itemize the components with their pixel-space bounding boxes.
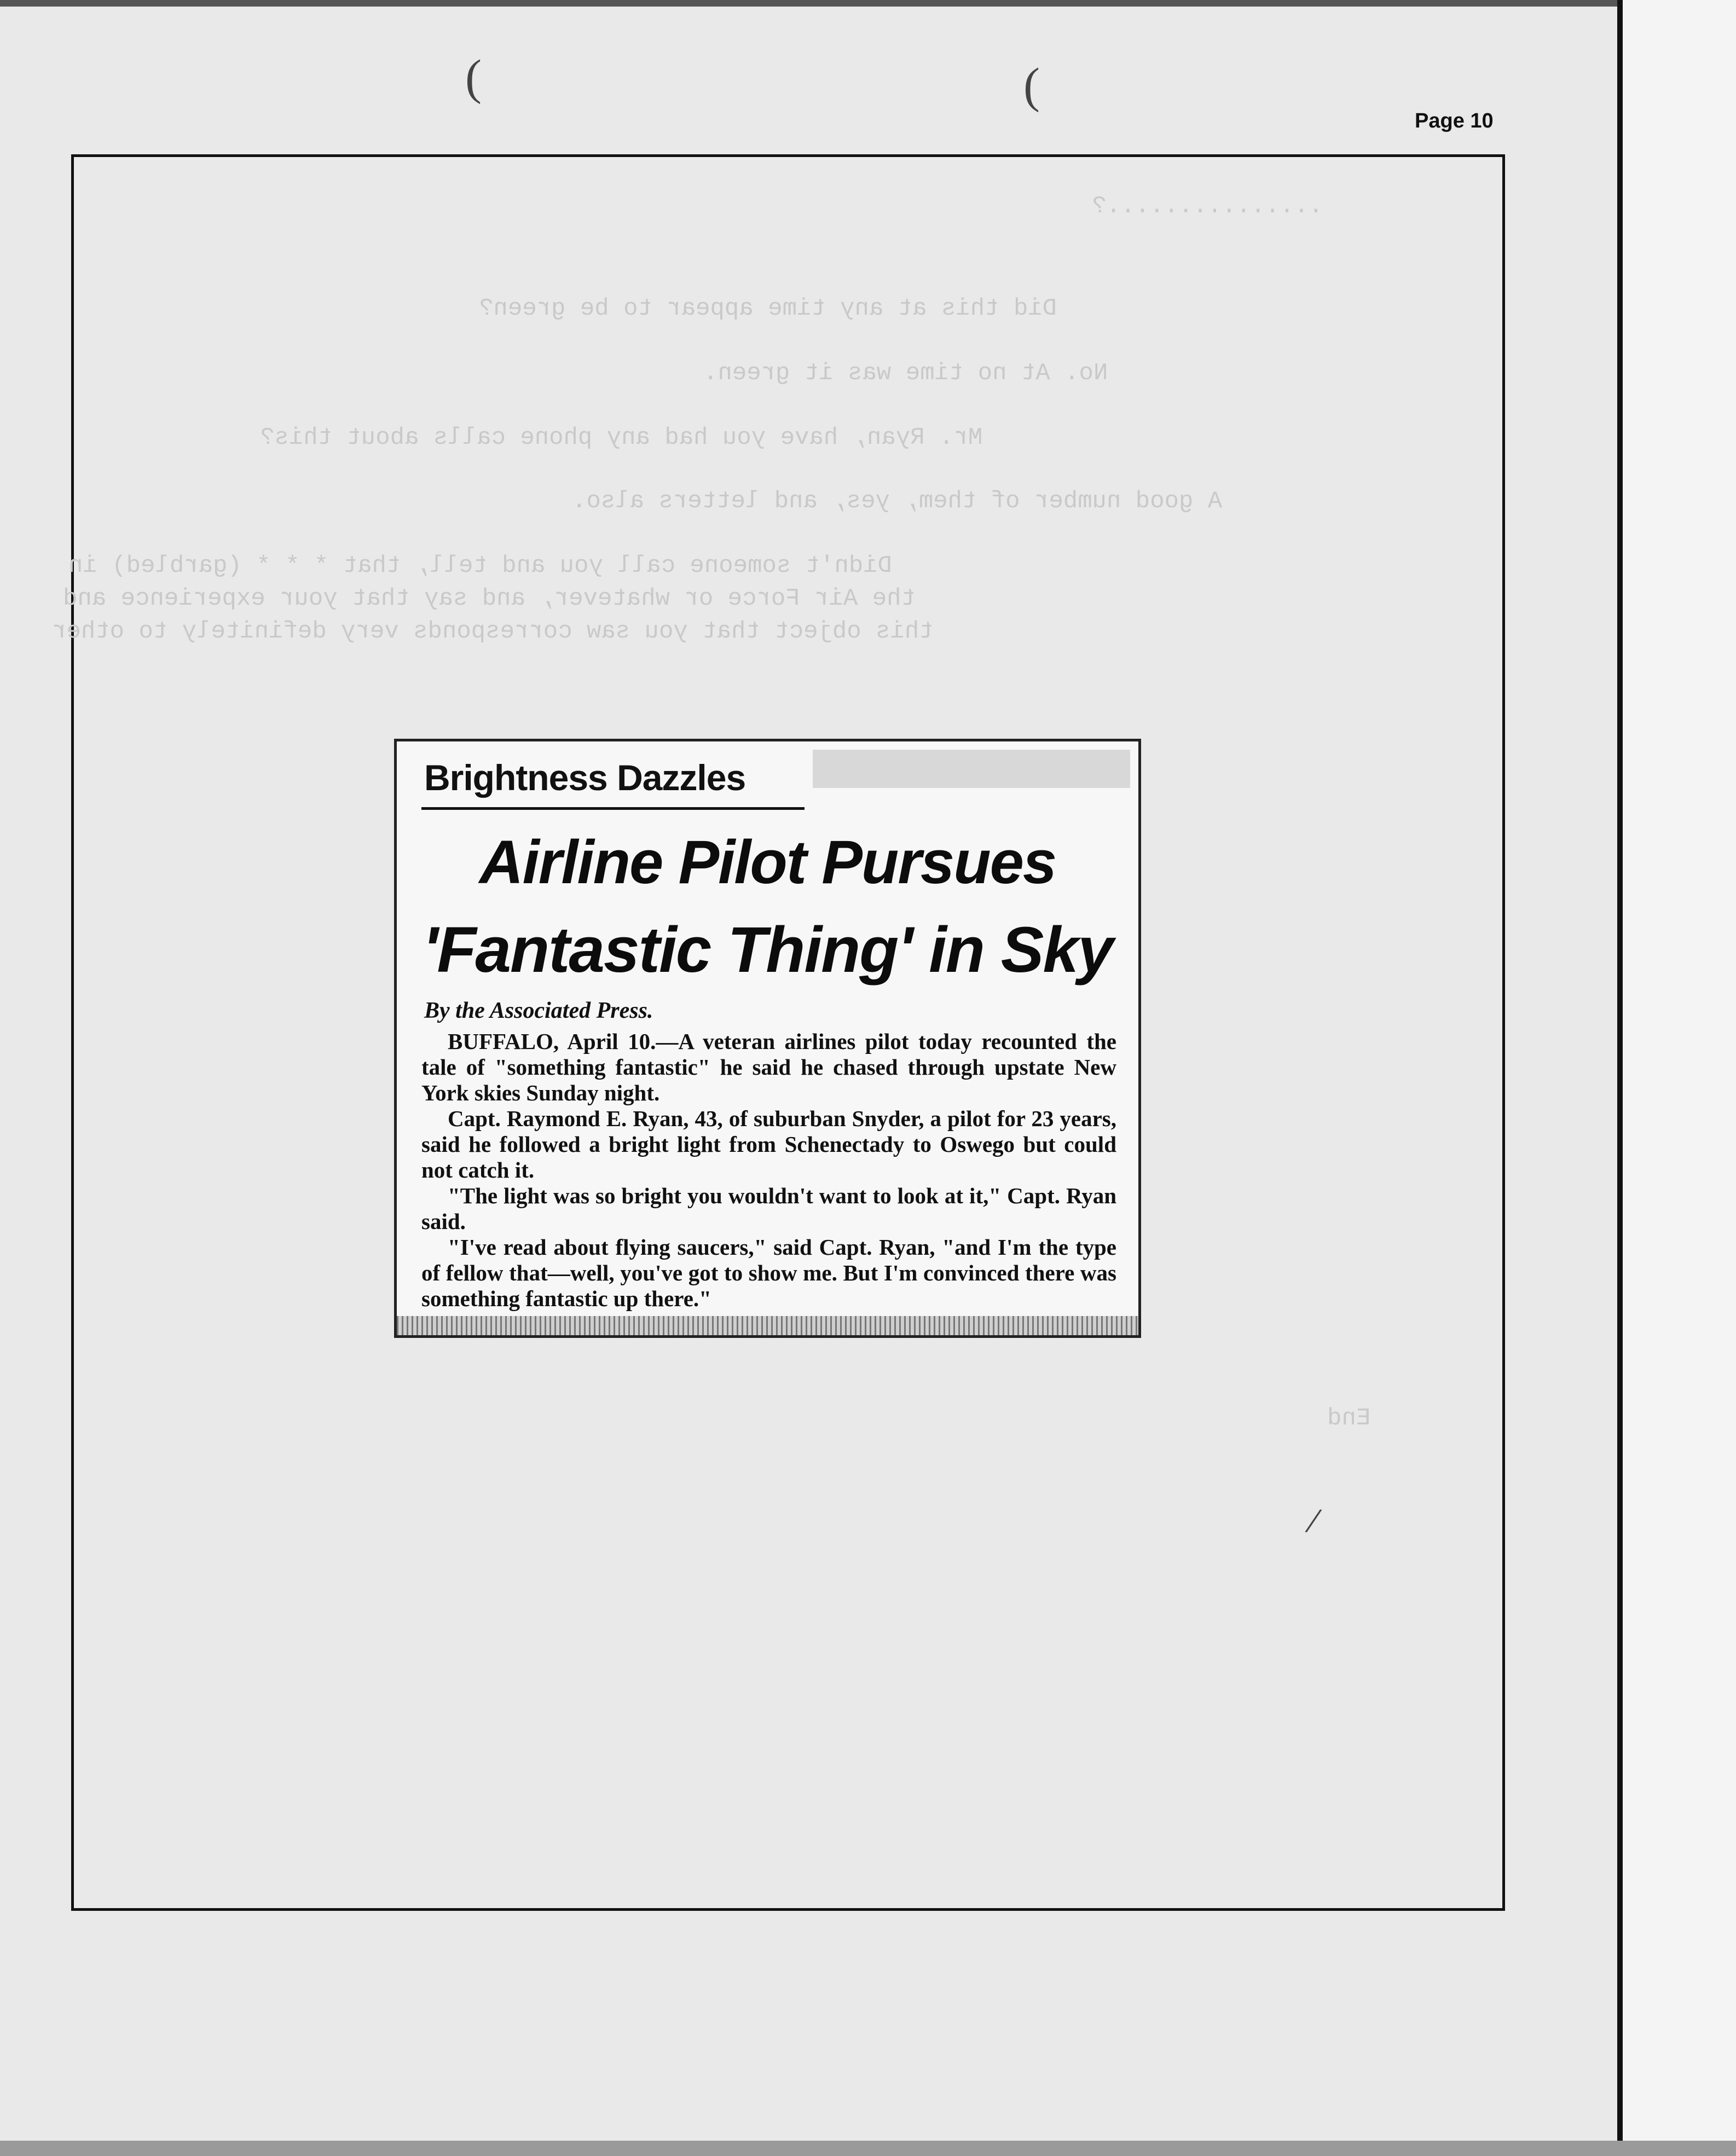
ghost-line: Mr. Ryan, have you had any phone calls about this? [260, 424, 983, 451]
bracket-mark: ( [465, 50, 482, 105]
pencil-stroke: / [1303, 1499, 1324, 1543]
page-number: Page 10 [1415, 109, 1494, 132]
ghost-line: this object that you saw corresponds very definitely to other [52, 618, 934, 645]
ghost-line: A good number of them, yes, and letters also. [572, 488, 1223, 515]
ghost-line: ...............? [1092, 193, 1323, 220]
article-paragraph: "The light was so bright you wouldn't want to look at it," Capt. Ryan said. [421, 1183, 1116, 1234]
scan-edge-right [1617, 0, 1623, 2156]
scan-edge-bottom [0, 2141, 1736, 2156]
byline: By the Associated Press. [424, 998, 653, 1023]
ghost-line: Did this at any time appear to be green? [479, 295, 1057, 322]
ghost-line: No. At no time was it green. [703, 360, 1108, 387]
bracket-mark: ( [1023, 59, 1040, 113]
headline-line-2: 'Fantastic Thing' in Sky [423, 914, 1113, 986]
newspaper-clipping [394, 739, 1141, 1338]
article-paragraph: "I've read about flying saucers," said Capt. Ryan, "and I'm the type of fellow that—well, you've got to show me. But I'm convinced there was something fantastic up there." [421, 1235, 1116, 1311]
article-body [421, 1029, 1116, 1312]
headline-line-1: Airline Pilot Pursues [479, 828, 1056, 896]
ghost-line: the Air Force or whatever, and say that your experience and [63, 585, 916, 612]
ghost-line: End [1327, 1405, 1371, 1432]
kicker-underline [421, 807, 805, 810]
ghost-line: Didn't someone call you and tell, that * * * (garbled) in [68, 552, 893, 579]
scan-edge-top [0, 0, 1736, 7]
article-paragraph: Capt. Raymond E. Ryan, 43, of suburban Snyder, a pilot for 23 years, said he followed a bright light from Schenectady to Oswego but could not catch it. [421, 1106, 1116, 1183]
scan-margin-right [1623, 0, 1736, 2156]
clipping-kicker: Brightness Dazzles [424, 757, 746, 798]
article-paragraph: BUFFALO, April 10.—A veteran airlines pilot today recounted the tale of "something fantastic" he said he chased through upstate New York skies Sunday night. [421, 1029, 1116, 1105]
clipping-bottom-grain [397, 1316, 1138, 1338]
clipping-torn-edge [813, 750, 1130, 788]
